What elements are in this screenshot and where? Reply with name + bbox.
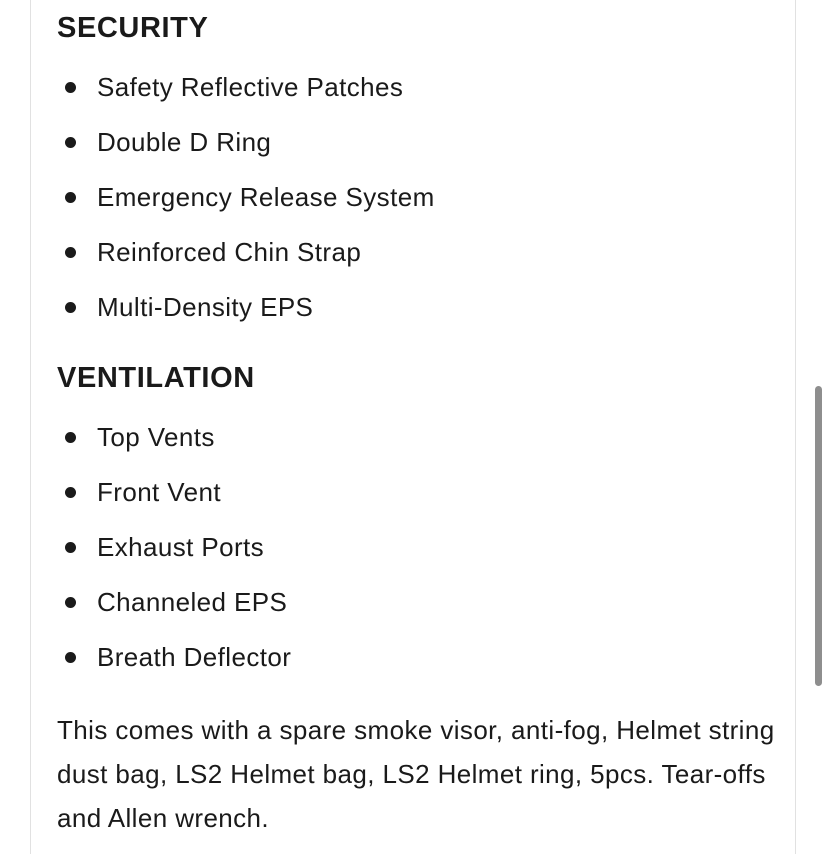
feature-label: Breath Deflector	[97, 642, 292, 672]
product-details-panel	[30, 0, 796, 854]
feature-label: Channeled EPS	[97, 587, 288, 617]
ventilation-heading: VENTILATION	[57, 362, 255, 394]
feature-label: Exhaust Ports	[97, 532, 265, 562]
feature-label: Front Vent	[97, 477, 221, 507]
feature-label: Safety Reflective Patches	[97, 72, 404, 102]
bullet-icon	[65, 542, 76, 553]
feature-label: Top Vents	[97, 422, 215, 452]
bullet-icon	[65, 82, 76, 93]
product-description: This comes with a spare smoke visor, anti-fog, Helmet string dust bag, LS2 Helmet bag, LS2 Helmet ring, 5pcs. Tear-offs and Allen wrench.	[57, 715, 775, 833]
bullet-icon	[65, 192, 76, 203]
bullet-icon	[65, 432, 76, 443]
bullet-icon	[65, 137, 76, 148]
feature-label: Multi-Density EPS	[97, 292, 314, 322]
scrollbar-thumb[interactable]	[815, 386, 822, 686]
bullet-icon	[65, 597, 76, 608]
security-heading: SECURITY	[57, 12, 209, 44]
bullet-icon	[65, 302, 76, 313]
bullet-icon	[65, 247, 76, 258]
bullet-icon	[65, 487, 76, 498]
feature-label: Emergency Release System	[97, 182, 435, 212]
bullet-icon	[65, 652, 76, 663]
feature-label: Reinforced Chin Strap	[97, 237, 362, 267]
feature-label: Double D Ring	[97, 127, 272, 157]
